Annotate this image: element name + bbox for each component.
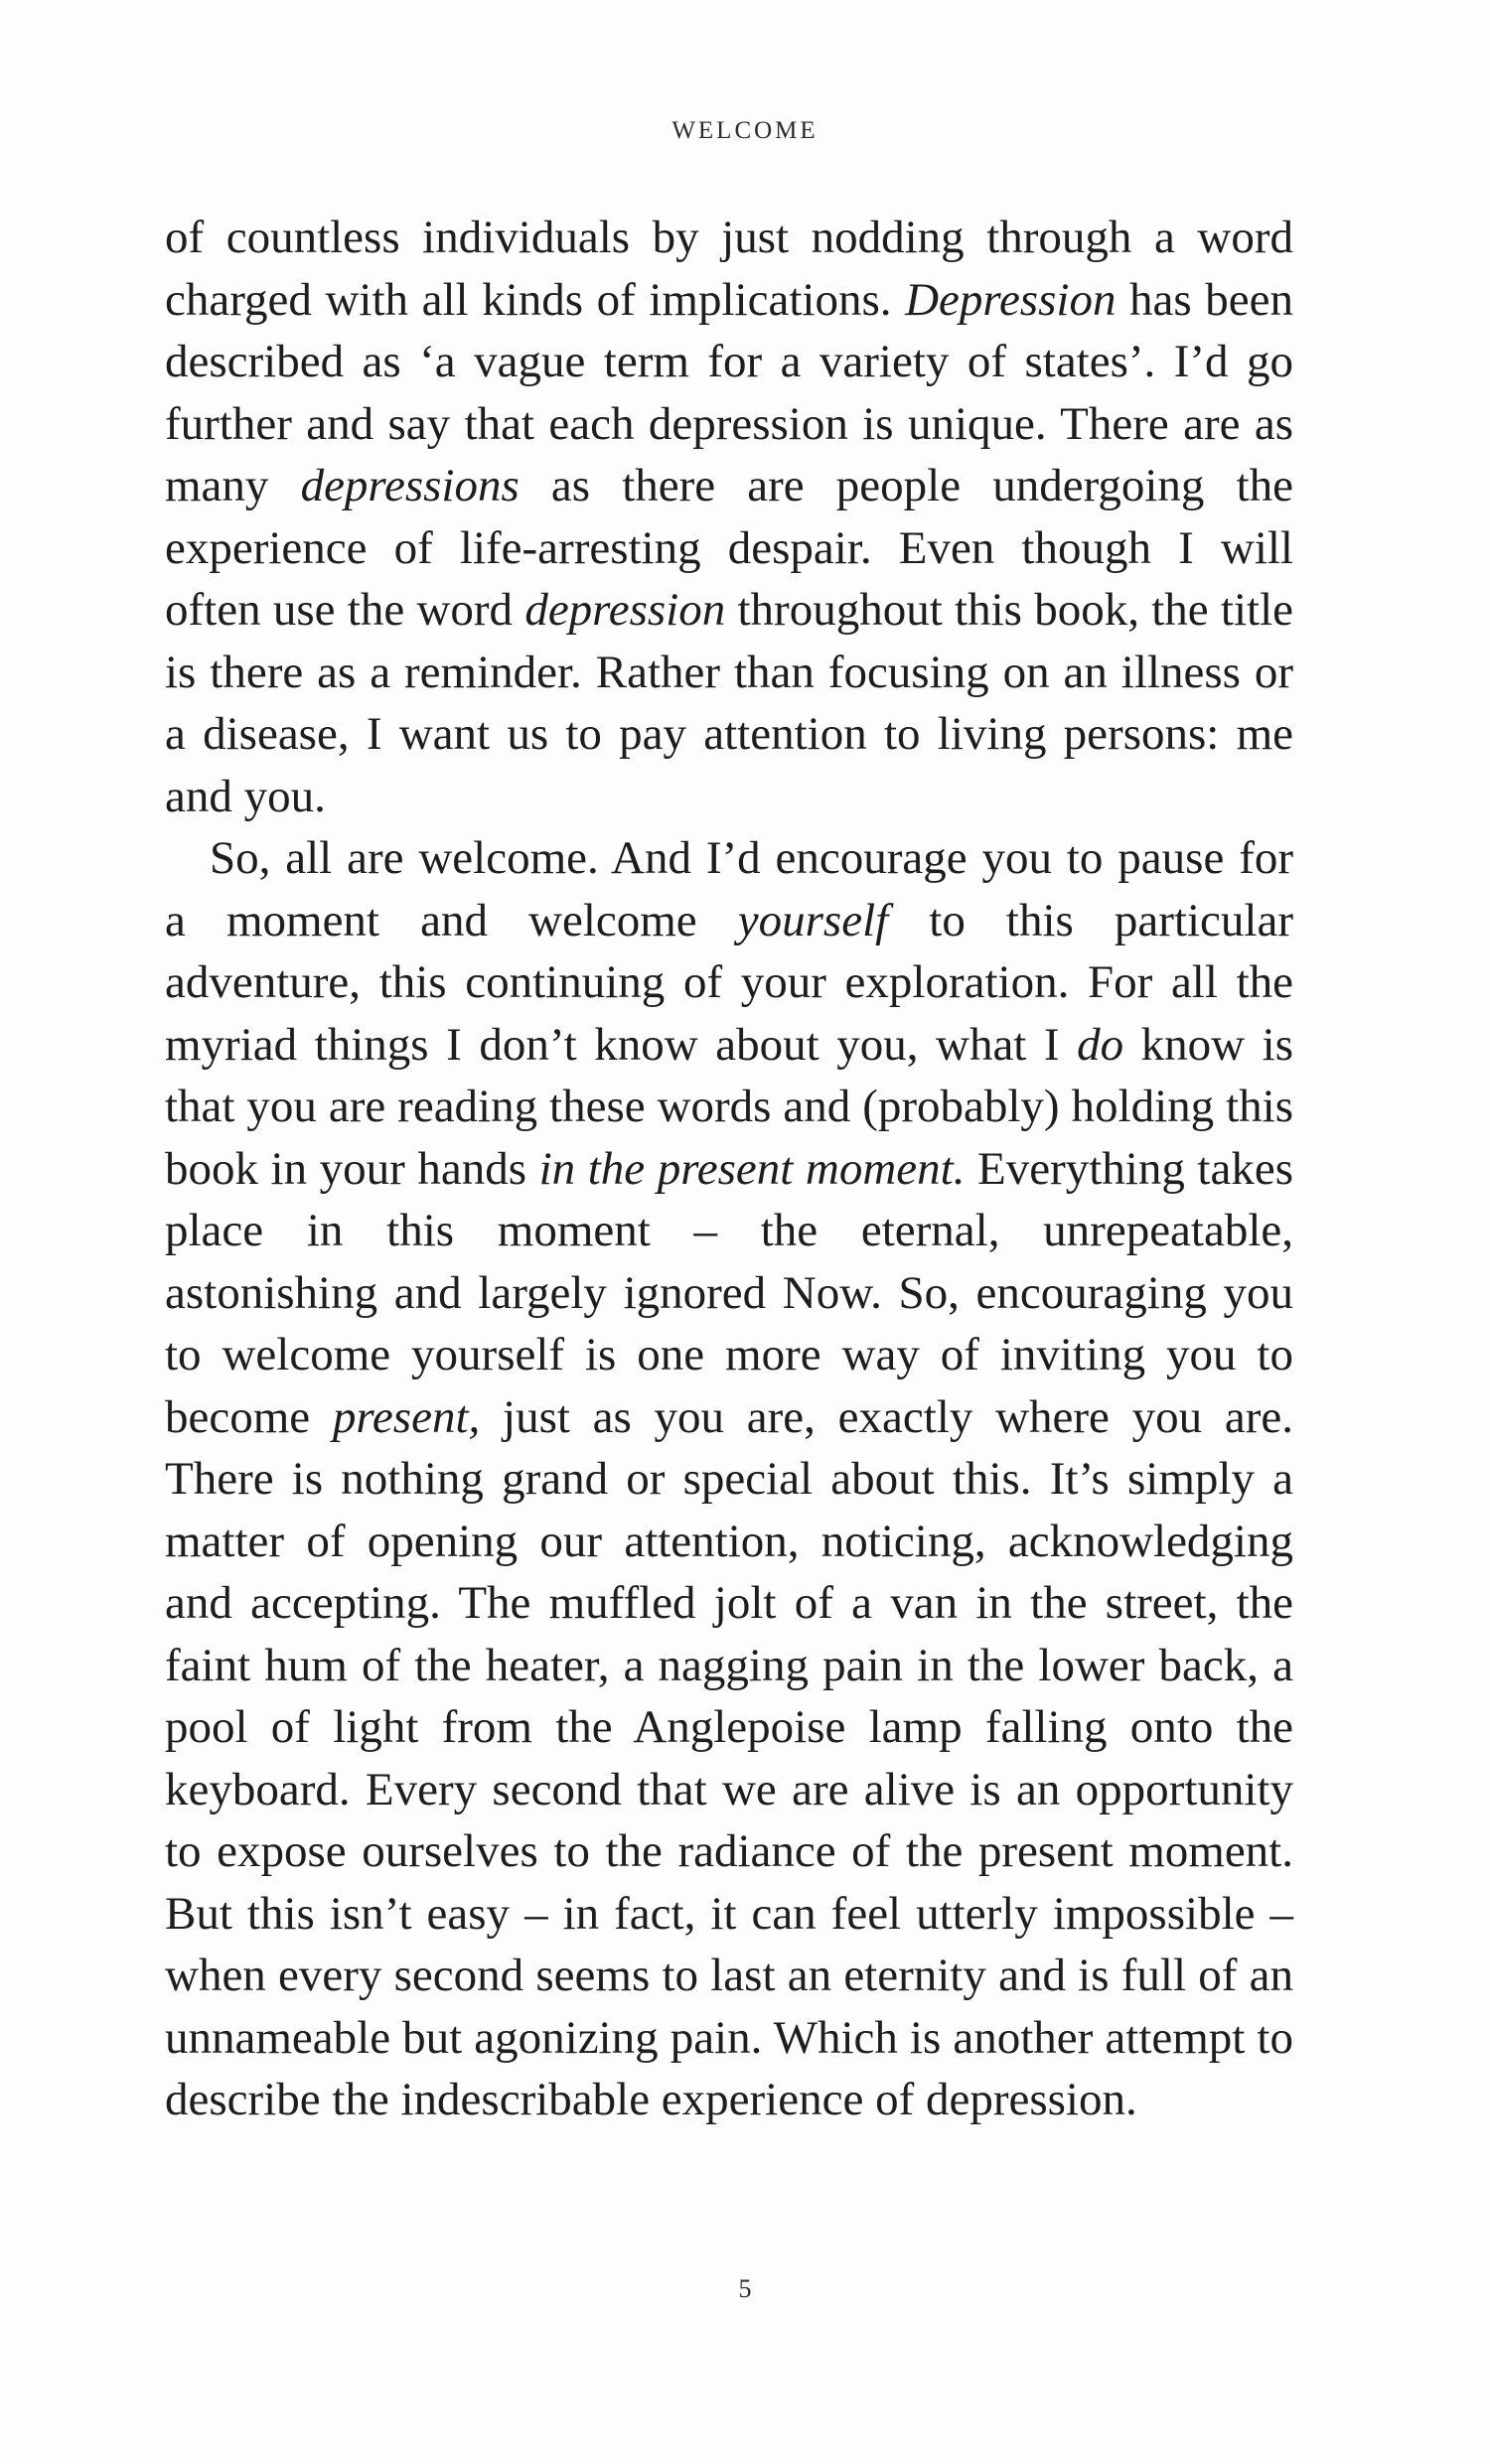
italic-run: yourself — [737, 894, 889, 946]
italic-run: Depression — [905, 273, 1117, 326]
italic-run: depression — [524, 584, 726, 636]
body-text — [165, 207, 1293, 2131]
text-run: of countless individuals by just nodding through a word charged with all kinds of implications. — [165, 212, 1293, 326]
running-head: WELCOME — [671, 117, 819, 144]
text-run: as there are people undergoing the experience of life-arresting despair. Even though I will often use the word — [165, 460, 1293, 636]
page-number: 5 — [738, 2274, 752, 2303]
italic-run: depressions — [300, 460, 520, 511]
text-run: throughout this book, the title is there as a reminder. Rather than focusing on an illness or a disease, I want us to pay attention to living persons: me and you. — [165, 584, 1294, 822]
italic-run: do — [1077, 1018, 1124, 1071]
paragraph-2 — [165, 827, 1293, 2131]
text-run: So, all are welcome. And I’d encourage you to pause for a moment and welcome — [165, 832, 1293, 946]
text-run: has been described as ‘a vague term for a variety of states’. I’d go further and say that each depression is unique. There are as many — [165, 273, 1294, 511]
text-run: Everything takes place in this moment – the eternal, unrepeatable, astonishing and largely ignored Now. So, encouraging you to welcome yourself is one more way of inviting you to become — [165, 1142, 1293, 1443]
text-run: just as you are, exactly where you are. There is nothing grand or special about this. It’s simply a matter of opening our attention, noticing, acknowledging and accepting. The muffled jolt of a van in the street, the faint hum of the heater, a nagging pain in the lower back, a pool of light from the Anglepoise lamp falling onto the keyboard. Every second that we are alive is an opportunity to expose ourselves to the radiance of the present moment. But this isn’t easy – in fact, it can feel utterly impossible – when every second seems to last an eternity and is full of an unnameable but agonizing pain. Which is another attempt to describe the indescribable experience of depression. — [165, 1390, 1294, 2125]
italic-run: in the present moment. — [538, 1142, 966, 1195]
italic-run: present, — [332, 1390, 481, 1443]
text-run: to this particular adventure, this continuing of your exploration. For all the myriad things I don’t know about you, what I — [165, 894, 1293, 1071]
text-run: know is that you are reading these words and (probably) holding this book in your hands — [165, 1018, 1293, 1195]
paragraph-1 — [165, 207, 1293, 827]
